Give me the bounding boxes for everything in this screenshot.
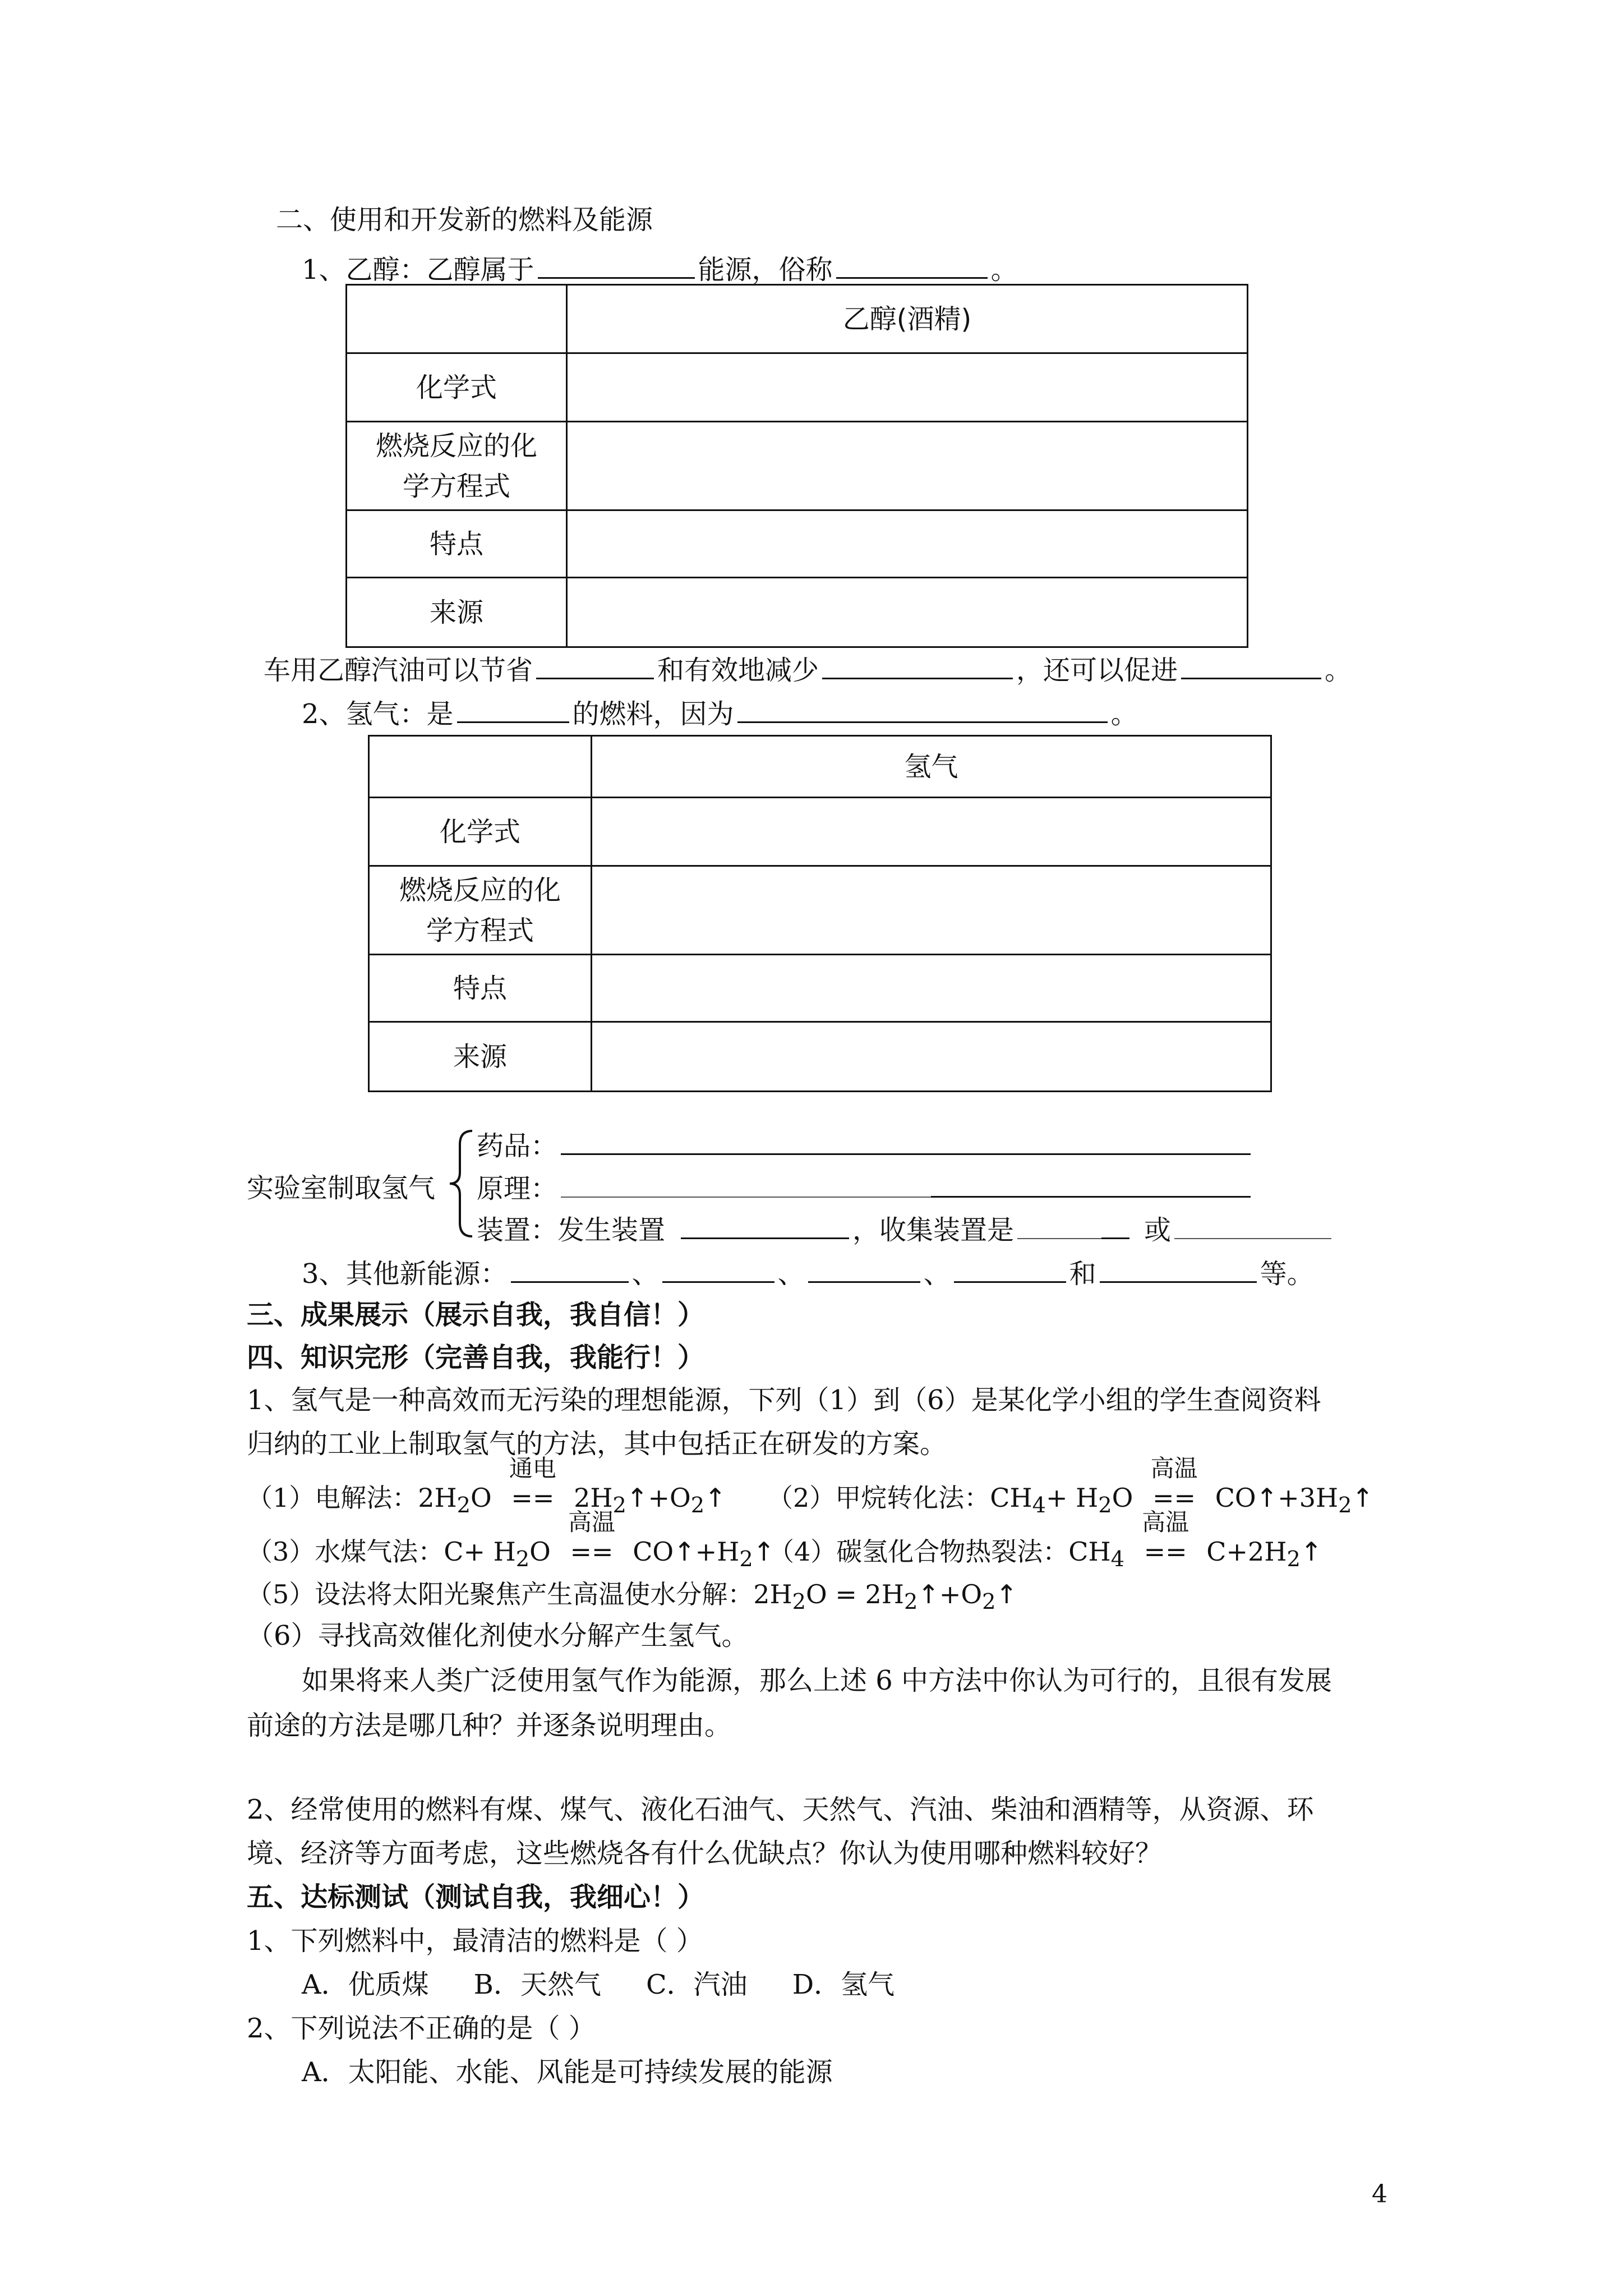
ethanol-row-source: 来源 [347, 578, 567, 647]
method-5-label: （5）设法将太阳光聚焦产生高温使水分解：2H [247, 1579, 792, 1609]
ethanol-nickname-blank[interactable] [836, 251, 988, 279]
test-2-option-a[interactable]: A．太阳能、水能、风能是可持续发展的能源 [302, 2056, 833, 2088]
hydrogen-intro-pre: 2、氢气：是 [302, 698, 454, 730]
ethanol-formula-cell[interactable] [567, 353, 1248, 422]
lab-principle-label: 原理： [477, 1173, 558, 1204]
ethanol-row-equation [347, 422, 567, 510]
ethanol-intro-pre: 1、乙醇：乙醇属于 [302, 254, 534, 286]
lab-collector-blank-b[interactable] [1101, 1212, 1129, 1239]
ethanol-table [345, 284, 1248, 648]
section-3-title: 三、成果展示（展示自我，我自信！） [247, 1299, 705, 1331]
curly-brace-icon [446, 1128, 476, 1240]
ethanol-note-mid2: ，还可以促进 [1016, 655, 1178, 686]
ethanol-row-formula: 化学式 [347, 353, 567, 422]
q1-text-a: 1、氢气是一种高效而无污染的理想能源，下列（1）到（6）是某化学小组的学生查阅资料 [247, 1384, 1321, 1416]
lab-collect-label: ，收集装置是 [852, 1214, 1015, 1246]
lab-device-line [477, 1212, 1335, 1247]
other-energy-line [302, 1255, 1314, 1291]
ethanol-save-blank[interactable] [536, 652, 654, 679]
other-energy-blank-3[interactable] [808, 1255, 920, 1283]
hydrogen-row-source: 来源 [369, 1022, 592, 1092]
test-1-question: 1、下列燃料中，最清洁的燃料是（ ） [247, 1925, 703, 1957]
lab-drug-blank[interactable] [561, 1128, 1251, 1155]
lab-hydrogen-label: 实验室制取氢气 [247, 1172, 436, 1204]
ethanol-intro-mid: 能源，俗称 [698, 254, 833, 286]
other-energy-blank-5[interactable] [1100, 1255, 1257, 1283]
lab-drug-line [477, 1128, 1254, 1163]
test-1-option-d[interactable]: D．氢气 [792, 1969, 895, 2000]
hydrogen-row-equation-a: 燃烧反应的化 [399, 874, 561, 906]
ethanol-table-corner [347, 285, 567, 353]
other-energy-sep-1: 、 [631, 1258, 659, 1290]
other-energy-pre: 3、其他新能源： [302, 1258, 508, 1290]
q2-text-b: 境、经济等方面考虑，这些燃烧各有什么优缺点？你认为使用哪种燃料较好？ [247, 1838, 1163, 1869]
ethanol-reduce-blank[interactable] [822, 652, 1013, 679]
other-energy-sep-2: 、 [777, 1258, 805, 1290]
method-6: （6）寻找高效催化剂使水分解产生氢气。 [247, 1620, 749, 1651]
section-2-title: 二、使用和开发新的燃料及能源 [276, 204, 653, 236]
hydrogen-row-feature: 特点 [369, 955, 592, 1022]
ethanol-equation-cell[interactable] [567, 422, 1248, 510]
hydrogen-intro-end: 。 [1110, 698, 1138, 730]
other-energy-blank-1[interactable] [511, 1255, 629, 1283]
method-4-label: （4）碳氢化合物热裂法：CH [768, 1536, 1111, 1567]
section-5-title: 五、达标测试（测试自我，我细心！） [247, 1881, 705, 1913]
test-1-options [302, 1968, 895, 2001]
hydrogen-intro-mid: 的燃料，因为 [572, 698, 734, 730]
method-1: （1）电解法：$2H_2O$ 通电 == $2H_2↑+O_2↑$ [247, 1481, 726, 1522]
other-energy-sep-3: 、 [923, 1258, 951, 1290]
method-2: （2）甲烷转化法：$CH_4+ H_2O$ 高温 == $CO↑+3H_2↑$ [767, 1481, 1373, 1522]
hydrogen-table [368, 735, 1272, 1092]
other-energy-blank-4[interactable] [954, 1255, 1066, 1283]
other-energy-blank-2[interactable] [662, 1255, 774, 1283]
ethanol-row-equation-b: 学方程式 [402, 470, 510, 502]
hydrogen-row-formula: 化学式 [369, 798, 592, 866]
test-1-option-c[interactable]: C．汽油 [645, 1969, 748, 2000]
other-energy-end: 等。 [1260, 1258, 1314, 1290]
test-2-question: 2、下列说法不正确的是（ ） [247, 2013, 596, 2044]
ethanol-energy-blank[interactable] [538, 251, 695, 279]
hydrogen-reason-blank[interactable] [737, 696, 1108, 723]
method-1-condition: 通电 == [511, 1481, 554, 1515]
ethanol-table-header: 乙醇(酒精) [567, 285, 1248, 353]
method-3: （3）水煤气法：$C+ H_2O$ 高温 == $CO↑+H_2↑$ [247, 1535, 774, 1576]
hydrogen-row-equation [369, 866, 592, 955]
test-1-option-a[interactable]: A．优质煤 [302, 1969, 429, 2000]
ethanol-promote-blank[interactable] [1181, 652, 1321, 679]
method-2-label: （2）甲烷转化法：CH [767, 1483, 1032, 1513]
ethanol-feature-cell[interactable] [567, 510, 1248, 578]
method-3-condition: 高温 == [570, 1535, 613, 1568]
lab-principle-line [477, 1170, 1254, 1205]
ethanol-source-cell[interactable] [567, 578, 1248, 647]
method-1-cond-text: 通电 [509, 1455, 556, 1482]
ethanol-row-equation-a: 燃烧反应的化 [375, 430, 537, 462]
page-number: 4 [1372, 2180, 1387, 2208]
ethanol-note-pre: 车用乙醇汽油可以节省 [264, 655, 533, 686]
hydrogen-table-header: 氢气 [592, 736, 1271, 798]
lab-principle-blank-b[interactable] [931, 1170, 1251, 1198]
lab-collector-alt-blank[interactable] [1174, 1212, 1331, 1239]
q1-ask-b: 前途的方法是哪几种？并逐条说明理由。 [247, 1710, 732, 1741]
ethanol-note-mid1: 和有效地减少 [657, 655, 819, 686]
other-energy-and: 和 [1069, 1258, 1096, 1290]
lab-principle-blank-a[interactable] [561, 1171, 931, 1198]
test-1-option-b[interactable]: B．天然气 [473, 1969, 601, 2000]
hydrogen-row-equation-b: 学方程式 [426, 914, 534, 946]
hydrogen-source-cell[interactable] [592, 1022, 1271, 1092]
method-2-condition: 高温 == [1152, 1481, 1196, 1515]
method-4: （4）碳氢化合物热裂法：$CH_4$ 高温 == $C+2H_2↑$ [768, 1535, 1322, 1576]
hydrogen-feature-cell[interactable] [592, 955, 1271, 1022]
method-4-condition: 高温 == [1144, 1535, 1187, 1568]
q2-text-a: 2、经常使用的燃料有煤、煤气、液化石油气、天然气、汽油、柴油和酒精等，从资源、环 [247, 1794, 1314, 1825]
ethanol-intro-end: 。 [990, 254, 1018, 286]
q1-ask-a: 如果将来人类广泛使用氢气作为能源，那么上述 6 中方法中你认为可行的，且很有发展 [302, 1665, 1332, 1696]
method-2-cond-text: 高温 [1150, 1455, 1198, 1482]
lab-or-label: 或 [1144, 1214, 1172, 1246]
ethanol-row-feature: 特点 [347, 510, 567, 578]
method-4-cond-text: 高温 [1142, 1508, 1189, 1536]
lab-device-label: 装置：发生装置 [477, 1214, 666, 1246]
q1-text-b: 归纳的工业上制取氢气的方法，其中包括正在研发的方案。 [247, 1428, 947, 1460]
ethanol-intro [302, 251, 1018, 287]
lab-generator-blank[interactable] [681, 1212, 849, 1239]
lab-collector-blank-a[interactable] [1017, 1212, 1101, 1239]
ethanol-note-end: 。 [1325, 655, 1352, 686]
lab-drug-label: 药品： [477, 1130, 558, 1162]
hydrogen-equation-cell[interactable] [592, 866, 1271, 955]
method-3-cond-text: 高温 [568, 1508, 616, 1536]
hydrogen-fuel-blank[interactable] [457, 696, 569, 723]
method-1-label: （1）电解法：2H [247, 1483, 457, 1513]
hydrogen-formula-cell[interactable] [592, 798, 1271, 866]
method-3-label: （3）水煤气法：C+ H [247, 1536, 516, 1567]
method-5: （5）设法将太阳光聚焦产生高温使水分解：$2H_2O$ = $2H_2↑+O_2↑$ [247, 1579, 1018, 1615]
section-4-title: 四、知识完形（完善自我，我能行！） [247, 1342, 705, 1373]
hydrogen-table-corner [369, 736, 592, 798]
hydrogen-intro [302, 696, 1138, 731]
ethanol-gasoline-note [264, 652, 1352, 687]
